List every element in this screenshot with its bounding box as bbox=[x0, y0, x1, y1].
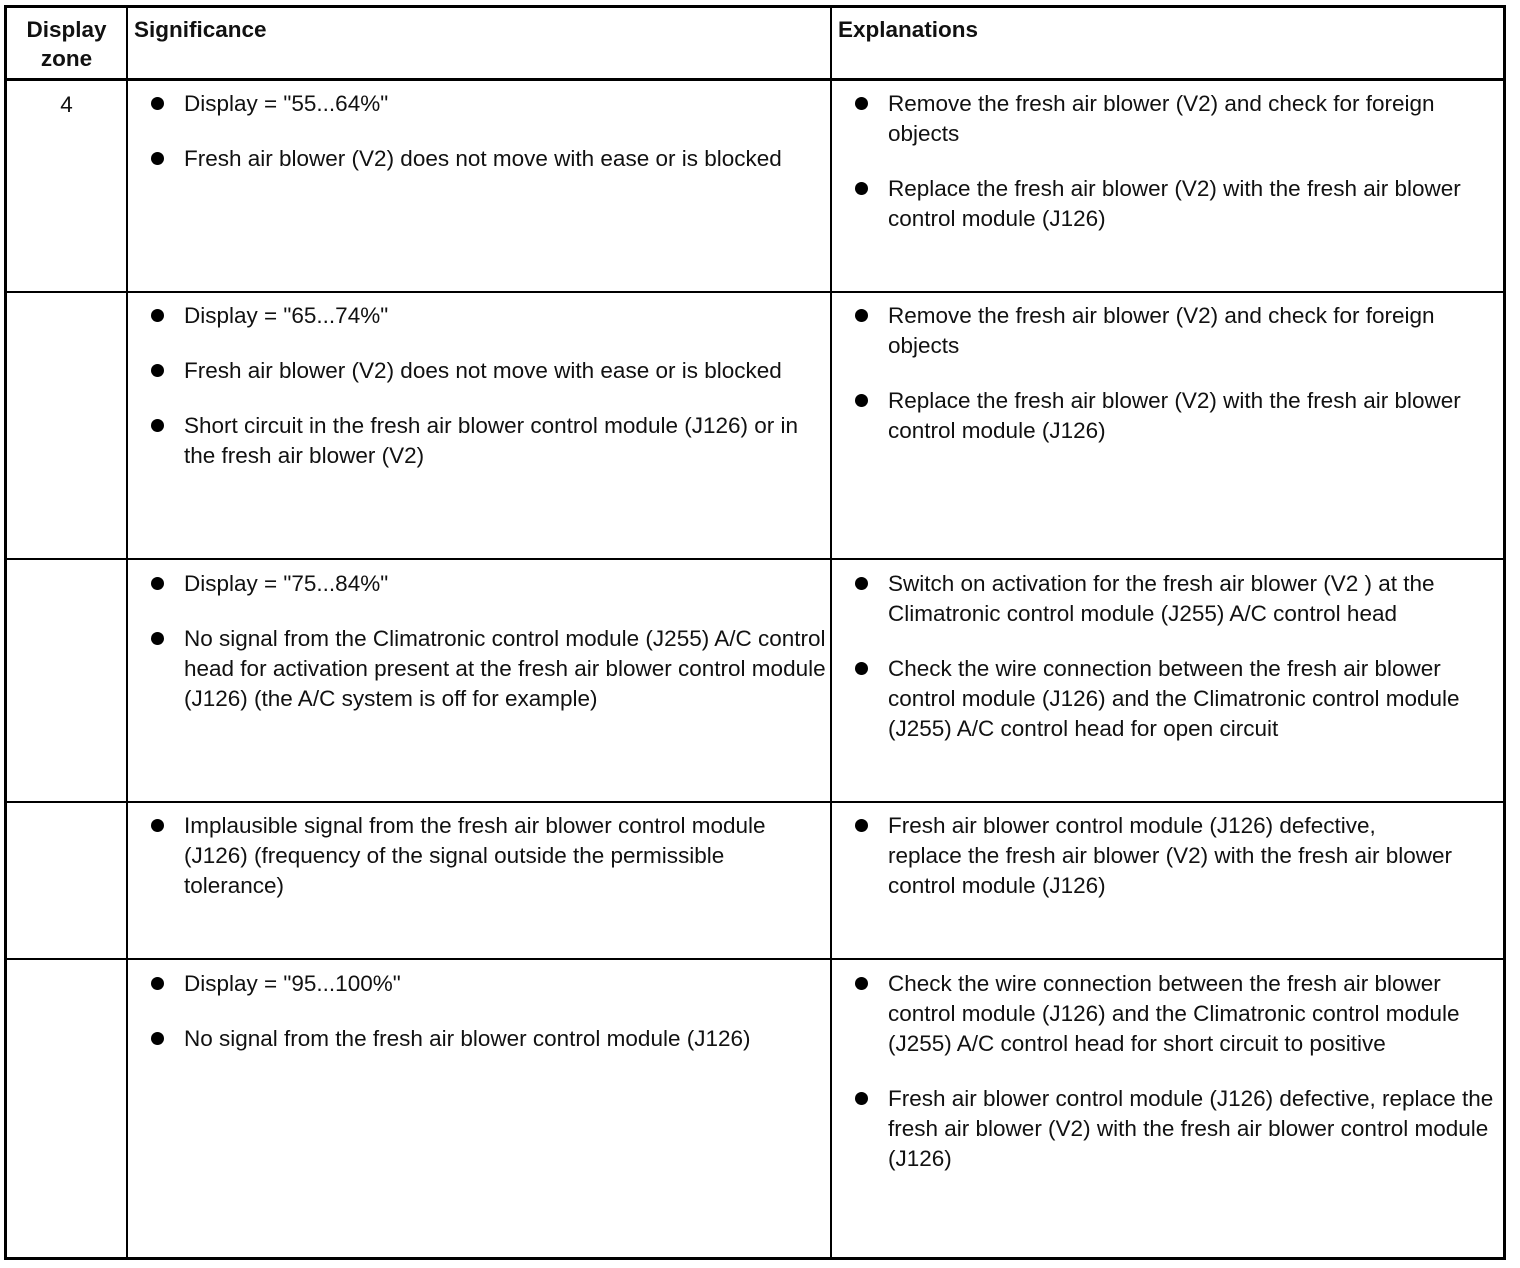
bullet-icon bbox=[855, 577, 868, 590]
list-item bbox=[853, 1084, 1505, 1174]
significance-text: Display = "65...74%" bbox=[184, 303, 389, 328]
significance-list bbox=[149, 569, 829, 739]
bullet-icon bbox=[855, 394, 868, 407]
significance-text: Implausible signal from the fresh air blower control module (J126) (frequency of the signal outside the permissible tolerance) bbox=[184, 813, 766, 898]
list-item bbox=[149, 89, 821, 119]
bullet-icon bbox=[151, 97, 164, 110]
significance-text: No signal from the fresh air blower control module (J126) bbox=[184, 1026, 751, 1051]
list-item bbox=[149, 569, 829, 599]
significance-text: Fresh air blower (V2) does not move with ease or is blocked bbox=[184, 146, 782, 171]
explanation-text: Check the wire connection between the fresh air blower control module (J126) and the Climatronic control module (J255) A/C control head for short circuit to positive bbox=[888, 971, 1460, 1056]
explanations-list bbox=[853, 301, 1505, 471]
bullet-icon bbox=[151, 819, 164, 832]
bullet-icon bbox=[855, 977, 868, 990]
list-item bbox=[149, 301, 821, 331]
list-item bbox=[149, 1024, 829, 1054]
significance-text: Display = "55...64%" bbox=[184, 91, 389, 116]
row-divider bbox=[7, 801, 1503, 803]
significance-list bbox=[149, 89, 821, 199]
column-divider bbox=[126, 8, 128, 1257]
list-item bbox=[853, 174, 1505, 234]
header-significance: Significance bbox=[134, 17, 267, 42]
explanation-text: Fresh air blower control module (J126) defective, replace the fresh air blower (V2) with the fresh air blower control module (J126) bbox=[888, 1086, 1494, 1171]
significance-text: Display = "95...100%" bbox=[184, 971, 401, 996]
list-item bbox=[149, 411, 821, 471]
bullet-icon bbox=[151, 977, 164, 990]
bullet-icon bbox=[855, 97, 868, 110]
list-item bbox=[853, 969, 1505, 1059]
list-item bbox=[149, 356, 821, 386]
bullet-icon bbox=[151, 419, 164, 432]
bullet-icon bbox=[855, 662, 868, 675]
explanation-text: Remove the fresh air blower (V2) and check for foreign objects bbox=[888, 91, 1435, 146]
explanations-list bbox=[853, 969, 1505, 1199]
diagnostic-table bbox=[4, 5, 1506, 1260]
significance-list bbox=[149, 301, 821, 496]
bullet-icon bbox=[855, 309, 868, 322]
bullet-icon bbox=[151, 632, 164, 645]
significance-text: Fresh air blower (V2) does not move with ease or is blocked bbox=[184, 358, 782, 383]
significance-text: Display = "75...84%" bbox=[184, 571, 389, 596]
list-item bbox=[149, 624, 829, 714]
significance-list bbox=[149, 811, 779, 926]
explanation-text: Check the wire connection between the fresh air blower control module (J126) and the Climatronic control module (J255) A/C control head for open circuit bbox=[888, 656, 1460, 741]
header-zone: Display zone bbox=[26, 17, 107, 71]
row-divider bbox=[7, 958, 1503, 960]
significance-text: Short circuit in the fresh air blower control module (J126) or in the fresh air blower (V2) bbox=[184, 413, 799, 468]
list-item bbox=[853, 569, 1505, 629]
bullet-icon bbox=[855, 1092, 868, 1105]
list-item bbox=[149, 144, 821, 174]
explanation-text: Replace the fresh air blower (V2) with the fresh air blower control module (J126) bbox=[888, 388, 1461, 443]
header-divider bbox=[7, 78, 1503, 81]
explanation-text: Replace the fresh air blower (V2) with the fresh air blower control module (J126) bbox=[888, 176, 1461, 231]
explanation-text: Fresh air blower control module (J126) defective, replace the fresh air blower (V2) with the fresh air blower control module (J126) bbox=[888, 813, 1452, 898]
list-item bbox=[853, 301, 1505, 361]
explanations-list bbox=[853, 89, 1505, 259]
list-item bbox=[149, 811, 779, 901]
bullet-icon bbox=[151, 577, 164, 590]
significance-list bbox=[149, 969, 829, 1079]
header-explanations: Explanations bbox=[838, 17, 979, 42]
zone-value: 4 bbox=[60, 92, 73, 117]
column-divider bbox=[830, 8, 832, 1257]
row-divider bbox=[7, 558, 1503, 560]
explanation-text: Remove the fresh air blower (V2) and check for foreign objects bbox=[888, 303, 1435, 358]
bullet-icon bbox=[151, 309, 164, 322]
bullet-icon bbox=[151, 364, 164, 377]
list-item bbox=[853, 89, 1505, 149]
bullet-icon bbox=[855, 182, 868, 195]
list-item bbox=[149, 969, 829, 999]
list-item bbox=[853, 811, 1453, 901]
explanation-text: Switch on activation for the fresh air blower (V2 ) at the Climatronic control module (J255) A/C control head bbox=[888, 571, 1435, 626]
bullet-icon bbox=[855, 819, 868, 832]
row-divider bbox=[7, 291, 1503, 293]
explanations-list bbox=[853, 569, 1505, 769]
explanations-list bbox=[853, 811, 1453, 926]
significance-text: No signal from the Climatronic control module (J255) A/C control head for activation present at the fresh air blower control module (J126) (the A/C system is off for example) bbox=[184, 626, 826, 711]
bullet-icon bbox=[151, 1032, 164, 1045]
bullet-icon bbox=[151, 152, 164, 165]
list-item bbox=[853, 654, 1505, 744]
list-item bbox=[853, 386, 1505, 446]
